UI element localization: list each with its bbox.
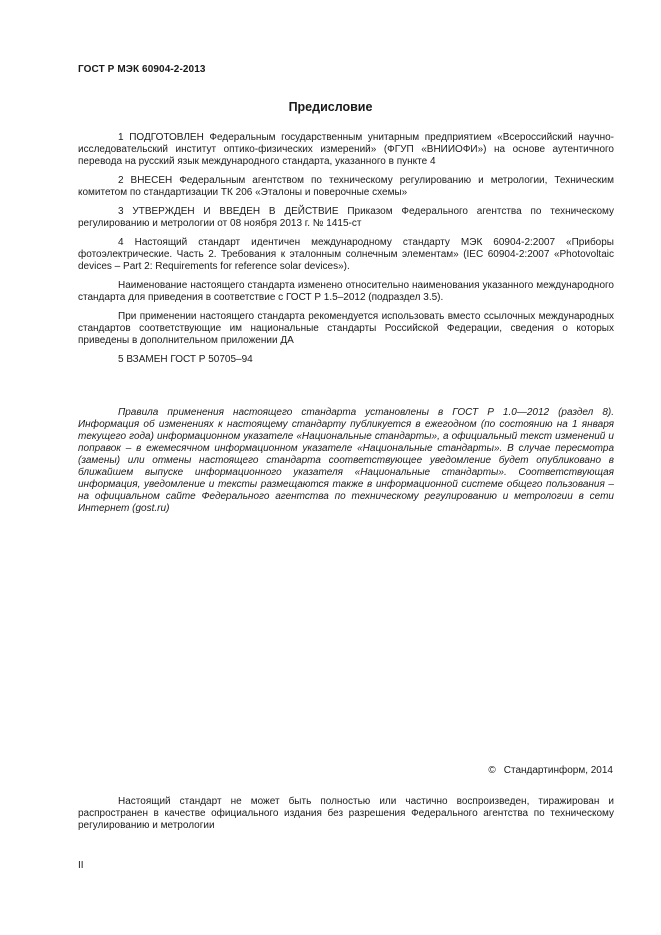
paragraph-3: 3 УТВЕРЖДЕН И ВВЕДЕН В ДЕЙСТВИЕ Приказом Федерального агентства по техническому регулированию и метрологии от 08 ноября 2013 г. № 1415-ст	[78, 206, 614, 229]
reproduction-notice: Настоящий стандарт не может быть полностью или частично воспроизведен, тиражирован и распространен в качестве официального издания без разрешения Федерального агентства по техническому регулированию и метрологии	[78, 796, 614, 831]
copyright-line	[488, 765, 613, 776]
page-number: II	[78, 860, 84, 871]
application-rules-note: Правила применения настоящего стандарта установлены в ГОСТ Р 1.0—2012 (раздел 8). Информация об изменениях к настоящему стандарту публикуется в ежегодном (по состоянию на 1 января текущего года) информационном указателе «Национальные стандарты», а официальный текст изменений и поправок – в ежемесячном информационном указателе «Национальные стандарты». В случае пересмотра (замены) или отмены настоящего стандарта соответствующее уведомление будет опубликовано в ближайшем выпуске информационного указателя «Национальные стандарты». Соответствующая информация, уведомление и тексты размещаются также в информационной системе общего пользования – на официальном сайте Федерального агентства по техническому регулированию и метрологии в сети Интернет (gost.ru)	[78, 407, 614, 514]
paragraph-7: 5 ВЗАМЕН ГОСТ Р 50705–94	[118, 354, 253, 365]
foreword-body	[78, 132, 614, 373]
document-code-header: ГОСТ Р МЭК 60904-2-2013	[78, 64, 206, 75]
paragraph-6: При применении настоящего стандарта рекомендуется использовать вместо ссылочных международных стандартов соответствующие им национальные стандарты Российской Федерации, сведения о которых приведены в дополнительном приложении ДА	[78, 311, 614, 346]
paragraph-4: 4 Настоящий стандарт идентичен международному стандарту МЭК 60904-2:2007 «Приборы фотоэлектрические. Часть 2. Требования к эталонным солнечным элементам» (IEC 60904-2:2007 «Photovoltaic devices – Part 2: Requirements for reference solar devices»).	[78, 237, 614, 272]
copyright-icon: ©	[488, 765, 496, 776]
copyright-text: Стандартинформ, 2014	[503, 765, 613, 776]
paragraph-2: 2 ВНЕСЕН Федеральным агентством по техническому регулированию и метрологии, Техническим комитетом по стандартизации ТК 206 «Эталоны и поверочные схемы»	[78, 175, 614, 198]
page-title: Предисловие	[288, 100, 373, 114]
paragraph-5: Наименование настоящего стандарта изменено относительно наименования указанного международного стандарта для приведения в соответствие с ГОСТ Р 1.5–2012 (подраздел 3.5).	[78, 280, 614, 303]
paragraph-1: 1 ПОДГОТОВЛЕН Федеральным государственным унитарным предприятием «Всероссийский научно-исследовательский институт оптико-физических измерений» (ФГУП «ВНИИОФИ») на основе аутентичного перевода на русский язык международного стандарта, указанного в пункте 4	[78, 132, 614, 167]
